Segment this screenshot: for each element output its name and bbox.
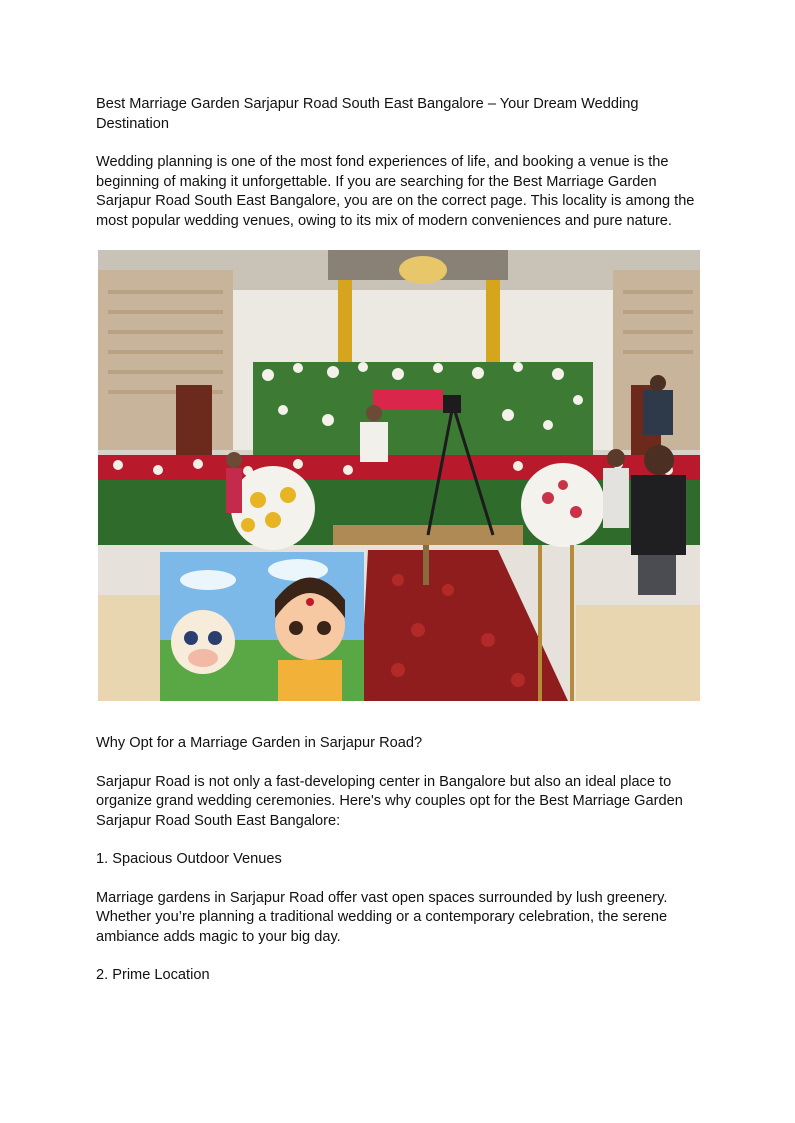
point-1-paragraph: Marriage gardens in Sarjapur Road offer vast open spaces surrounded by lush greenery. Whether you’re planning a traditional wedding or a contemporary celebration, the serene ambiance adds magic to your big day. [96, 889, 668, 945]
paragraph-gap [96, 831, 706, 850]
document-page [96, 95, 706, 986]
point-1-heading: 1. Spacious Outdoor Venues [96, 851, 282, 867]
paragraph-gap [96, 947, 706, 966]
section-intro-paragraph: Sarjapur Road is not only a fast-developing center in Bangalore but also an ideal place to organize grand wedding ceremonies. Here's why couples opt for the Best Marriage Garden Sarjapur Road South East Bangalore: [96, 773, 683, 829]
paragraph-gap [96, 870, 706, 889]
document-title: Best Marriage Garden Sarjapur Road South East Bangalore – Your Dream Wedding Destination [96, 96, 639, 132]
intro-paragraph: Wedding planning is one of the most fond experiences of life, and booking a venue is the beginning of making it unforgettable. If you are searching for the Best Marriage Garden Sarjapur Road South East Bangalore, you are on the correct page. This locality is among the most popular wedding venues, owing to its mix of modern conveniences and pure nature. [96, 154, 695, 229]
paragraph-gap [96, 754, 706, 773]
wedding-hall-illustration [98, 250, 700, 701]
wedding-hall-photo [98, 250, 700, 701]
section-heading: Why Opt for a Marriage Garden in Sarjapur Road? [96, 735, 423, 751]
point-2-heading: 2. Prime Location [96, 967, 210, 983]
